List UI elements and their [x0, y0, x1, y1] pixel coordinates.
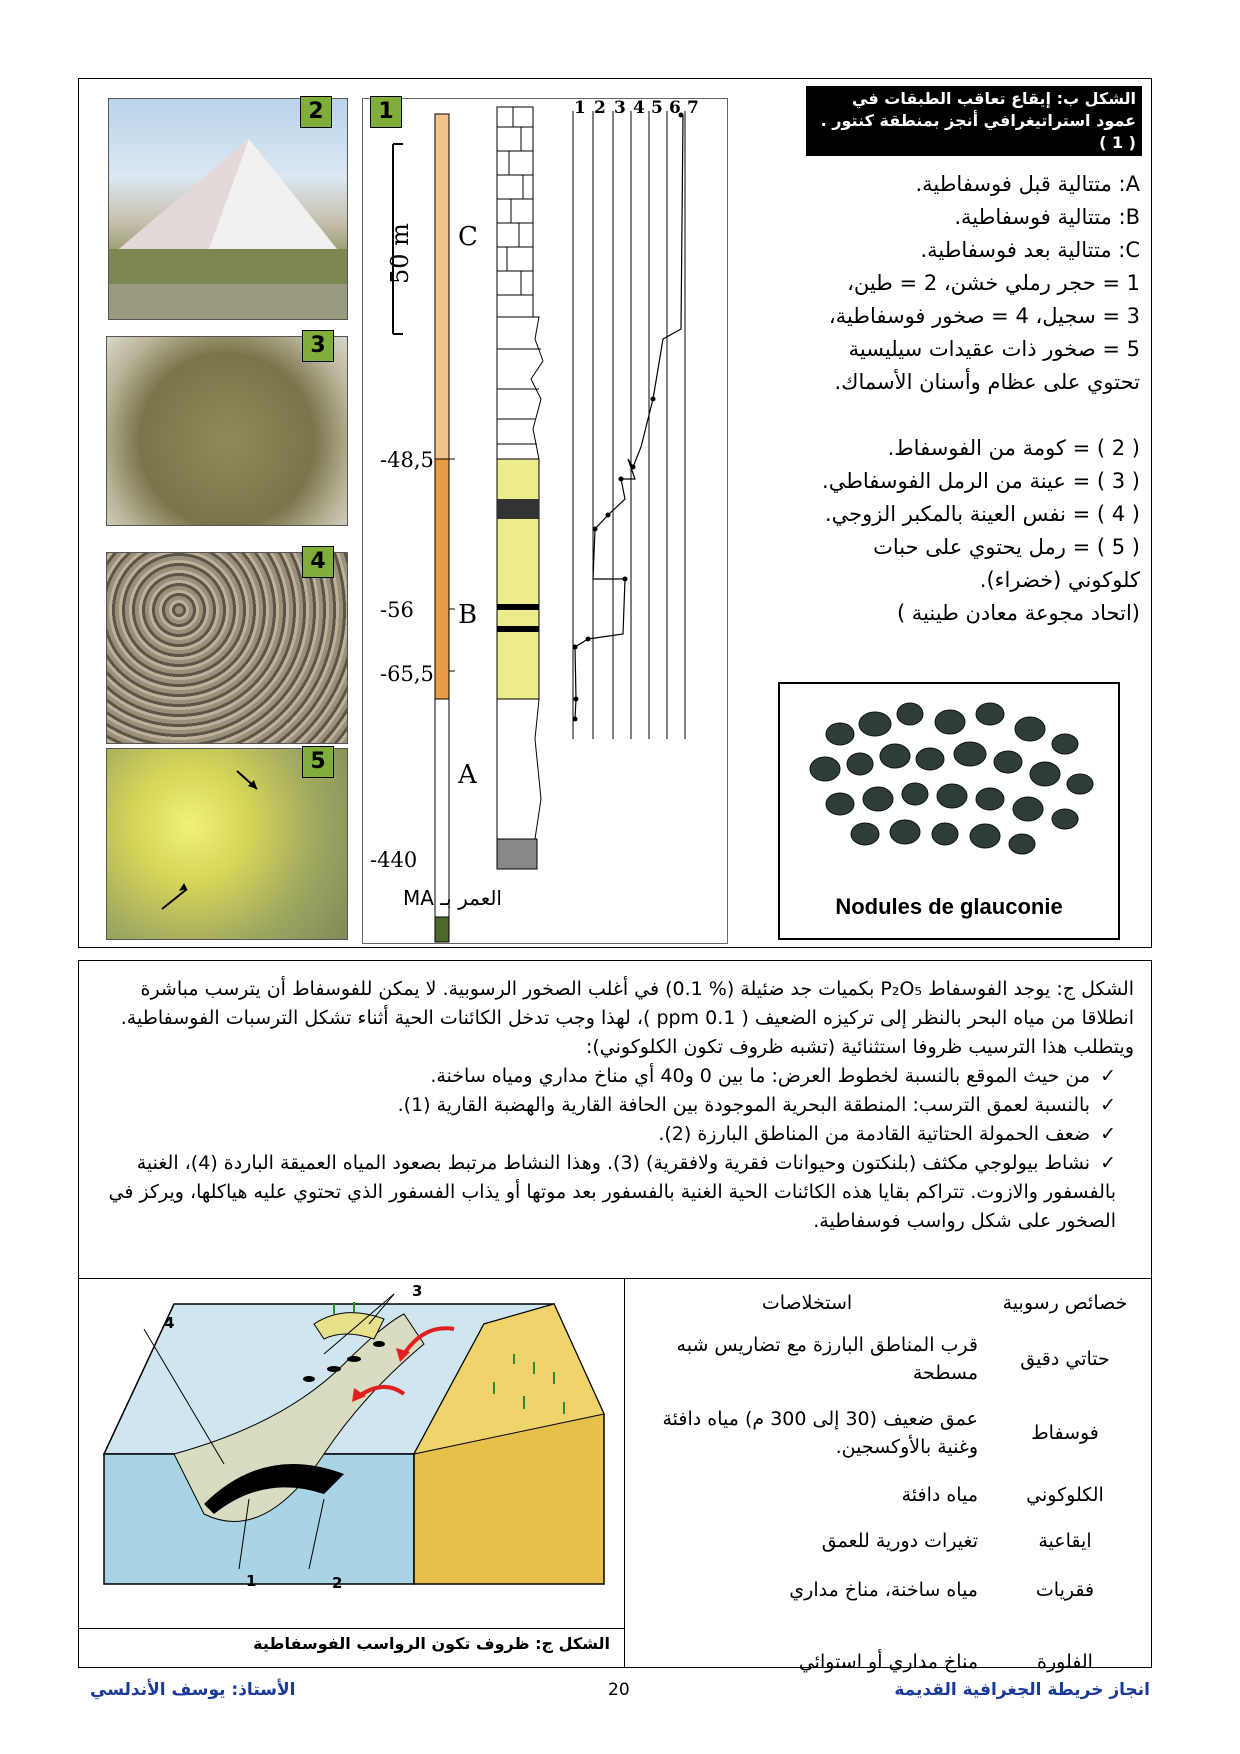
section-divider-v: [624, 1278, 625, 1668]
table-row: [630, 1324, 1146, 1394]
caption-divider: [78, 1628, 624, 1629]
diagram-label-2: 2: [332, 1574, 343, 1592]
diagram-label-3: 3: [412, 1282, 423, 1300]
column-numbers: [574, 98, 705, 118]
diagram-caption: الشكل ج: ظروف تكون الرواسب الفوسفاطية: [253, 1634, 610, 1653]
legend-line: A: متتالية قبل فوسفاطية.: [915, 172, 1140, 196]
col-num-6: 6: [669, 98, 681, 118]
age-65-5: -65,5: [380, 662, 434, 686]
prop-cell: الفلورة: [1037, 1651, 1093, 1673]
volcano-illustration: [109, 99, 347, 319]
legend-line: ( 4 ) = نفس العينة بالمكبر الزوجي.: [824, 502, 1140, 526]
age-unit: العمر بـ MA: [403, 886, 502, 910]
diagram-label-4: 4: [164, 1314, 175, 1332]
table-row: [630, 1472, 1146, 1518]
diagram-label-1: 1: [246, 1572, 257, 1590]
condition-item: ✓ بالنسبة لعمق الترسب: المنطقة البحرية الموجودة بين الحافة القارية والهضبة القارية (1).: [100, 1091, 1116, 1120]
photo-phosphate-sand: [106, 336, 348, 526]
header-concl: استخلاصات: [761, 1292, 853, 1314]
prop-cell: ايقاعية: [1038, 1530, 1092, 1552]
col-num-3: 3: [614, 98, 626, 118]
seq-label-c: C: [458, 222, 478, 252]
legend-line: [760, 399, 1140, 432]
strat-column-svg: [363, 99, 727, 943]
concl-cell: مياه ساخنة، مناخ مداري: [789, 1579, 978, 1601]
legend-line: كلوكوني (خضراء).: [979, 568, 1140, 592]
strat-column-panel: [362, 98, 728, 944]
figure-b-title: الشكل ب: إيقاع تعاقب الطبقات في عمود استراتيغرافي أنجز بمنطقة كنتور . ( 1 ): [806, 86, 1142, 156]
intro-text: الشكل ج: يوجد الفوسفاط P₂O₅ بكميات جد ضئيلة (% 0.1) في أغلب الصخور الرسوبية. لا يمكن للفوسفاط أن يترسب مباشرة انطلاقا من مياه البحر بالنظر إلى تركيزه الضعيف ( 0.1 ppm )، لهذا وجب تدخل الكائنات الحية أثناء تشكل الترسبات الفوسفاطية. ويتطلب هذا الترسيب ظروفا استثنائية (تشبه ظروف تكون الكلوكوني):: [120, 978, 1134, 1058]
properties-table: [630, 1282, 1146, 1680]
concl-cell: قرب المناطق البارزة مع تضاريس شبه مسطحة: [676, 1334, 978, 1384]
legend-line: تحتوي على عظام وأسنان الأسماك.: [834, 370, 1140, 394]
scale-label: 50 m: [386, 223, 414, 284]
table-row: [630, 1518, 1146, 1564]
condition-item: ✓ نشاط بيولوجي مكثف (بلنكتون وحيوانات فقرية ولافقرية) (3). وهذا النشاط مرتبط بصعود المياه العميقة الباردة (4)، الغنية بالفسفور والازوت. تتراكم بقايا هذه الكائنات الحية الغنية بالفسفور بعد موتها أو يذاب الفسفور الذي تحتوي عليه هياكلها، ويركز في الصخور على شكل رواسب فوسفاطية.: [100, 1149, 1116, 1236]
col-num-2: 2: [594, 98, 606, 118]
seq-label-b: B: [458, 600, 478, 630]
legend-line: B: متتالية فوسفاطية.: [954, 205, 1140, 229]
section-divider-h: [78, 1278, 1152, 1279]
table-row: [630, 1564, 1146, 1616]
table-row: [630, 1394, 1146, 1472]
legend-line: ( 2 ) = كومة من الفوسفاط.: [887, 436, 1140, 460]
glauconie-photo-frame: [778, 682, 1120, 940]
block-diagram-svg: [84, 1284, 620, 1624]
concl-cell: مناخ مداري أو استوائي: [798, 1651, 978, 1673]
col-num-5: 5: [651, 98, 663, 118]
seq-label-a: A: [458, 760, 477, 790]
age-440: -440: [370, 848, 418, 872]
prop-cell: الكلوكوني: [1026, 1484, 1104, 1506]
legend-line: C: متتالية بعد فوسفاطية.: [920, 238, 1140, 262]
age-48-5: -48,5: [380, 448, 434, 472]
photo-tag-4: 4: [302, 546, 334, 578]
properties-table-area: [630, 1282, 1146, 1673]
condition-item: ✓ ضعف الحمولة الحتاتية القادمة من المناطق البارزة (2).: [100, 1120, 1116, 1149]
col-num-4: 4: [633, 98, 645, 118]
concl-cell: عمق ضعيف (30 إلى 300 م) مياه دافئة وغنية بالأوكسجين.: [662, 1408, 978, 1458]
prop-cell: حتاتي دقيق: [1020, 1348, 1110, 1370]
legend-line: ( 5 ) = رمل يحتوي على حبات: [873, 535, 1140, 559]
photo-volcano: [108, 98, 348, 320]
page-number: 20: [608, 1680, 630, 1700]
table-header-row: [630, 1282, 1146, 1324]
legend-line: (اتحاد مجوعة معادن طينية ): [896, 601, 1140, 625]
col-num-1: 1: [574, 98, 586, 118]
prop-cell: فوسفاط: [1031, 1422, 1099, 1444]
photo-binocular-sample: [106, 552, 348, 744]
concl-cell: مياه دافئة: [901, 1484, 978, 1506]
col-num-7: 7: [687, 98, 699, 118]
prop-cell: فقريات: [1035, 1579, 1095, 1601]
conditions-list: [100, 1062, 1134, 1236]
condition-item: ✓ من حيث الموقع بالنسبة لخطوط العرض: ما بين 0 و40 أي مناخ مداري ومياه ساخنة.: [100, 1062, 1116, 1091]
table-row: [630, 1616, 1146, 1680]
figure-b-legend: [760, 168, 1140, 630]
legend-line: 5 = صخور ذات عقيدات سيليسية: [848, 337, 1140, 361]
figure-c-intro: [100, 975, 1134, 1236]
photo-tag-2: 2: [300, 96, 332, 128]
photo-tag-5: 5: [302, 746, 334, 778]
photo-tag-3: 3: [302, 330, 334, 362]
footer-title: انجاز خريطة الجغرافية القديمة: [894, 1680, 1150, 1700]
header-prop: خصائص رسوبية: [1002, 1292, 1128, 1314]
concl-cell: تغيرات دورية للعمق: [821, 1530, 978, 1552]
legend-line: ( 3 ) = عينة من الرمل الفوسفاطي.: [822, 469, 1140, 493]
glauconie-caption: Nodules de glauconie: [835, 894, 1063, 919]
glauconie-nodules: [780, 684, 1118, 874]
legend-line: 1 = حجر رملي خشن، 2 = طين،: [847, 271, 1140, 295]
deposition-diagram: [84, 1284, 620, 1624]
legend-line: 3 = سجيل، 4 = صخور فوسفاطية،: [828, 304, 1140, 328]
column-tag-1: 1: [370, 96, 402, 128]
footer-author: الأستاذ: يوسف الأندلسي: [90, 1680, 296, 1700]
age-56: -56: [380, 598, 414, 622]
